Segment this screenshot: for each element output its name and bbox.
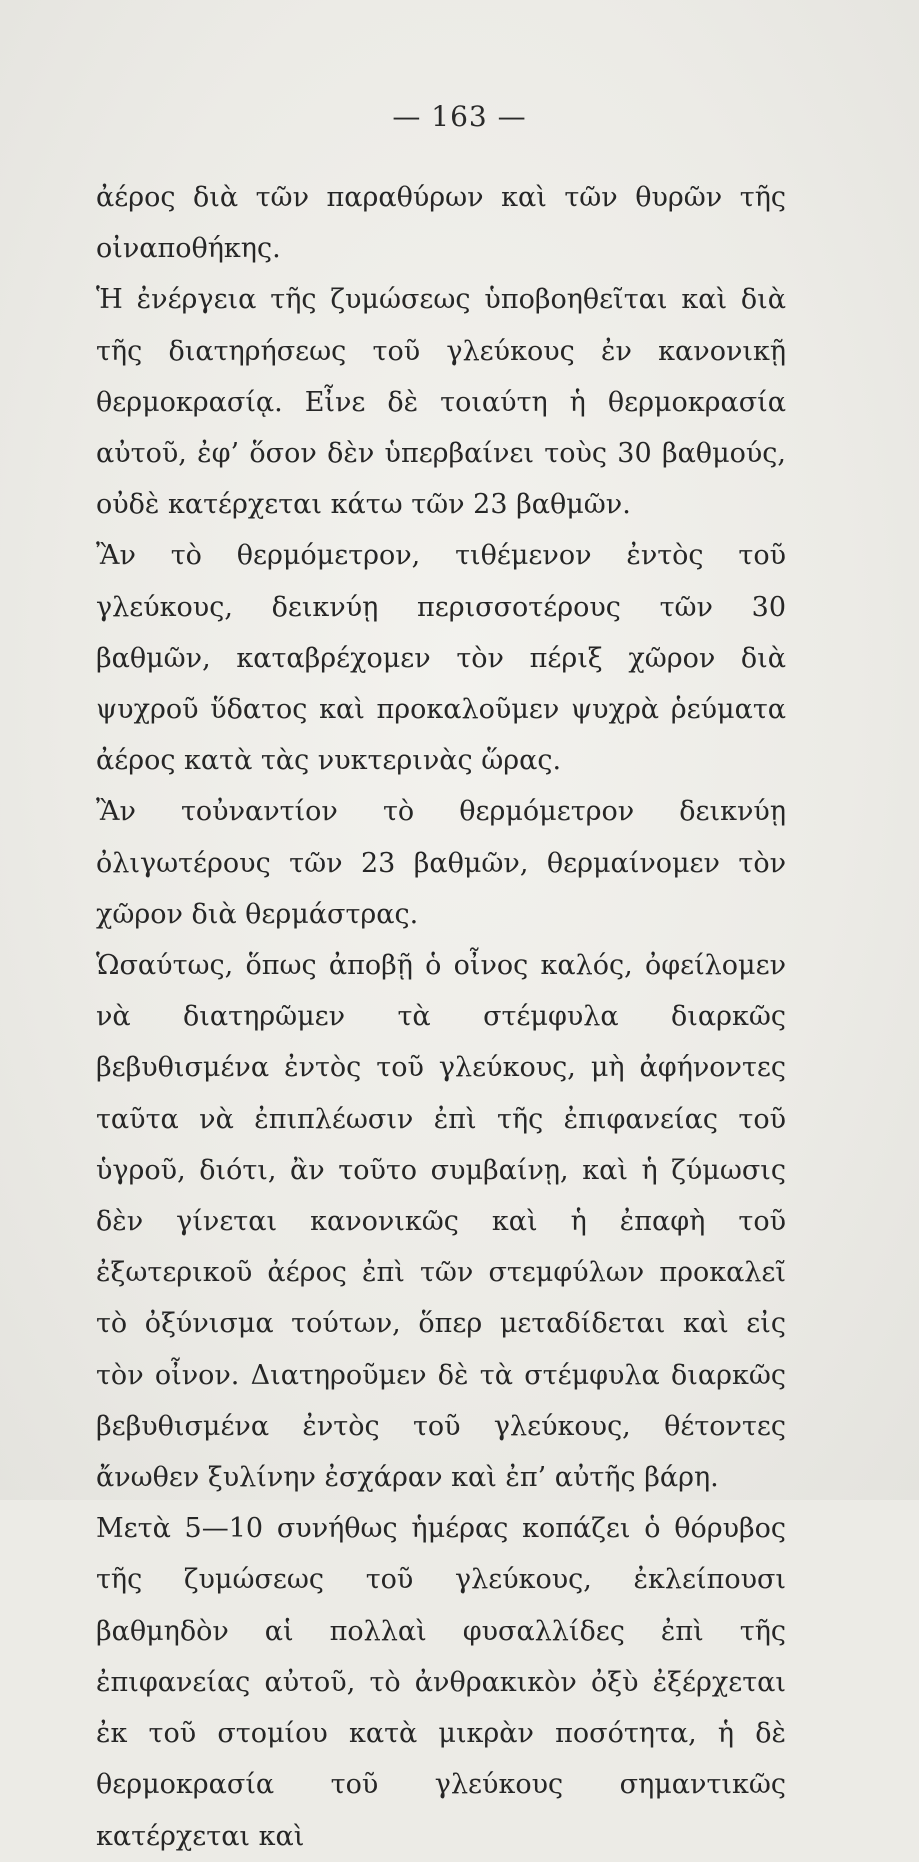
paragraph-5: Ὡσαύτως, ὅπως ἀποβῇ ὁ οἶνος καλός, ὀφείλομεν νὰ διατηρῶμεν τὰ στέμφυλα διαρκῶς βεβυθισμένα ἐντὸς τοῦ γλεύκους, μὴ ἀφήνοντες ταῦτα νὰ ἐπιπλέωσιν ἐπὶ τῆς ἐπιφανείας τοῦ ὑγροῦ, διότι, ἂν τοῦτο συμβαίνῃ, καὶ ἡ ζύμωσις δὲν γίνεται κανονικῶς καὶ ἡ ἐπαφὴ τοῦ ἐξωτερικοῦ ἀέρος ἐπὶ τῶν στεμφύλων προκαλεῖ τὸ ὀξύνισμα τούτων, ὅπερ μεταδίδεται καὶ εἰς τὸν οἶνον. Διατηροῦμεν δὲ τὰ στέμφυλα διαρκῶς βεβυθισμένα ἐντὸς τοῦ γλεύκους, θέτοντες ἄνωθεν ξυλίνην ἐσχάραν καὶ ἐπ’ αὐτῆς βάρη. bbox=[96, 950, 786, 1494]
body-text bbox=[96, 172, 786, 1862]
paragraph-4: Ἂν τοὐναντίον τὸ θερμόμετρον δεικνύῃ ὀλιγωτέρους τῶν 23 βαθμῶν, θερμαίνομεν τὸν χῶρον διὰ θερμάστρας. bbox=[96, 796, 786, 930]
paragraph-1: ἀέρος διὰ τῶν παραθύρων καὶ τῶν θυρῶν τῆς οἰναποθήκης. bbox=[96, 182, 786, 265]
page-number: — 163 — bbox=[392, 100, 527, 133]
paragraph-3: Ἂν τὸ θερμόμετρον, τιθέμενον ἐντὸς τοῦ γλεύκους, δεικνύῃ περισσοτέρους τῶν 30 βαθμῶν, καταβρέχομεν τὸν πέριξ χῶρον διὰ ψυχροῦ ὕδατος καὶ προκαλοῦμεν ψυχρὰ ῥεύματα ἀέρος κατὰ τὰς νυκτερινὰς ὥρας. bbox=[96, 540, 786, 777]
paragraph-6: Μετὰ 5—10 συνήθως ἡμέρας κοπάζει ὁ θόρυβος τῆς ζυμώσεως τοῦ γλεύκους, ἐκλείπουσι βαθμηδὸν αἱ πολλαὶ φυσαλλίδες ἐπὶ τῆς ἐπιφανείας αὐτοῦ, τὸ ἀνθρακικὸν ὀξὺ ἐξέρχεται ἐκ τοῦ στομίου κατὰ μικρὰν ποσότητα, ἡ δὲ θερμοκρασία τοῦ γλεύκους σημαντικῶς κατέρχεται καὶ bbox=[96, 1513, 786, 1852]
paragraph-2: Ἡ ἐνέργεια τῆς ζυμώσεως ὑποβοηθεῖται καὶ διὰ τῆς διατηρήσεως τοῦ γλεύκους ἐν κανονικῇ θερμοκρασίᾳ. Εἶνε δὲ τοιαύτη ἡ θερμοκρασία αὐτοῦ, ἐφ’ ὅσον δὲν ὑπερβαίνει τοὺς 30 βαθμούς, οὐδὲ κατέρχεται κάτω τῶν 23 βαθμῶν. bbox=[96, 284, 786, 521]
